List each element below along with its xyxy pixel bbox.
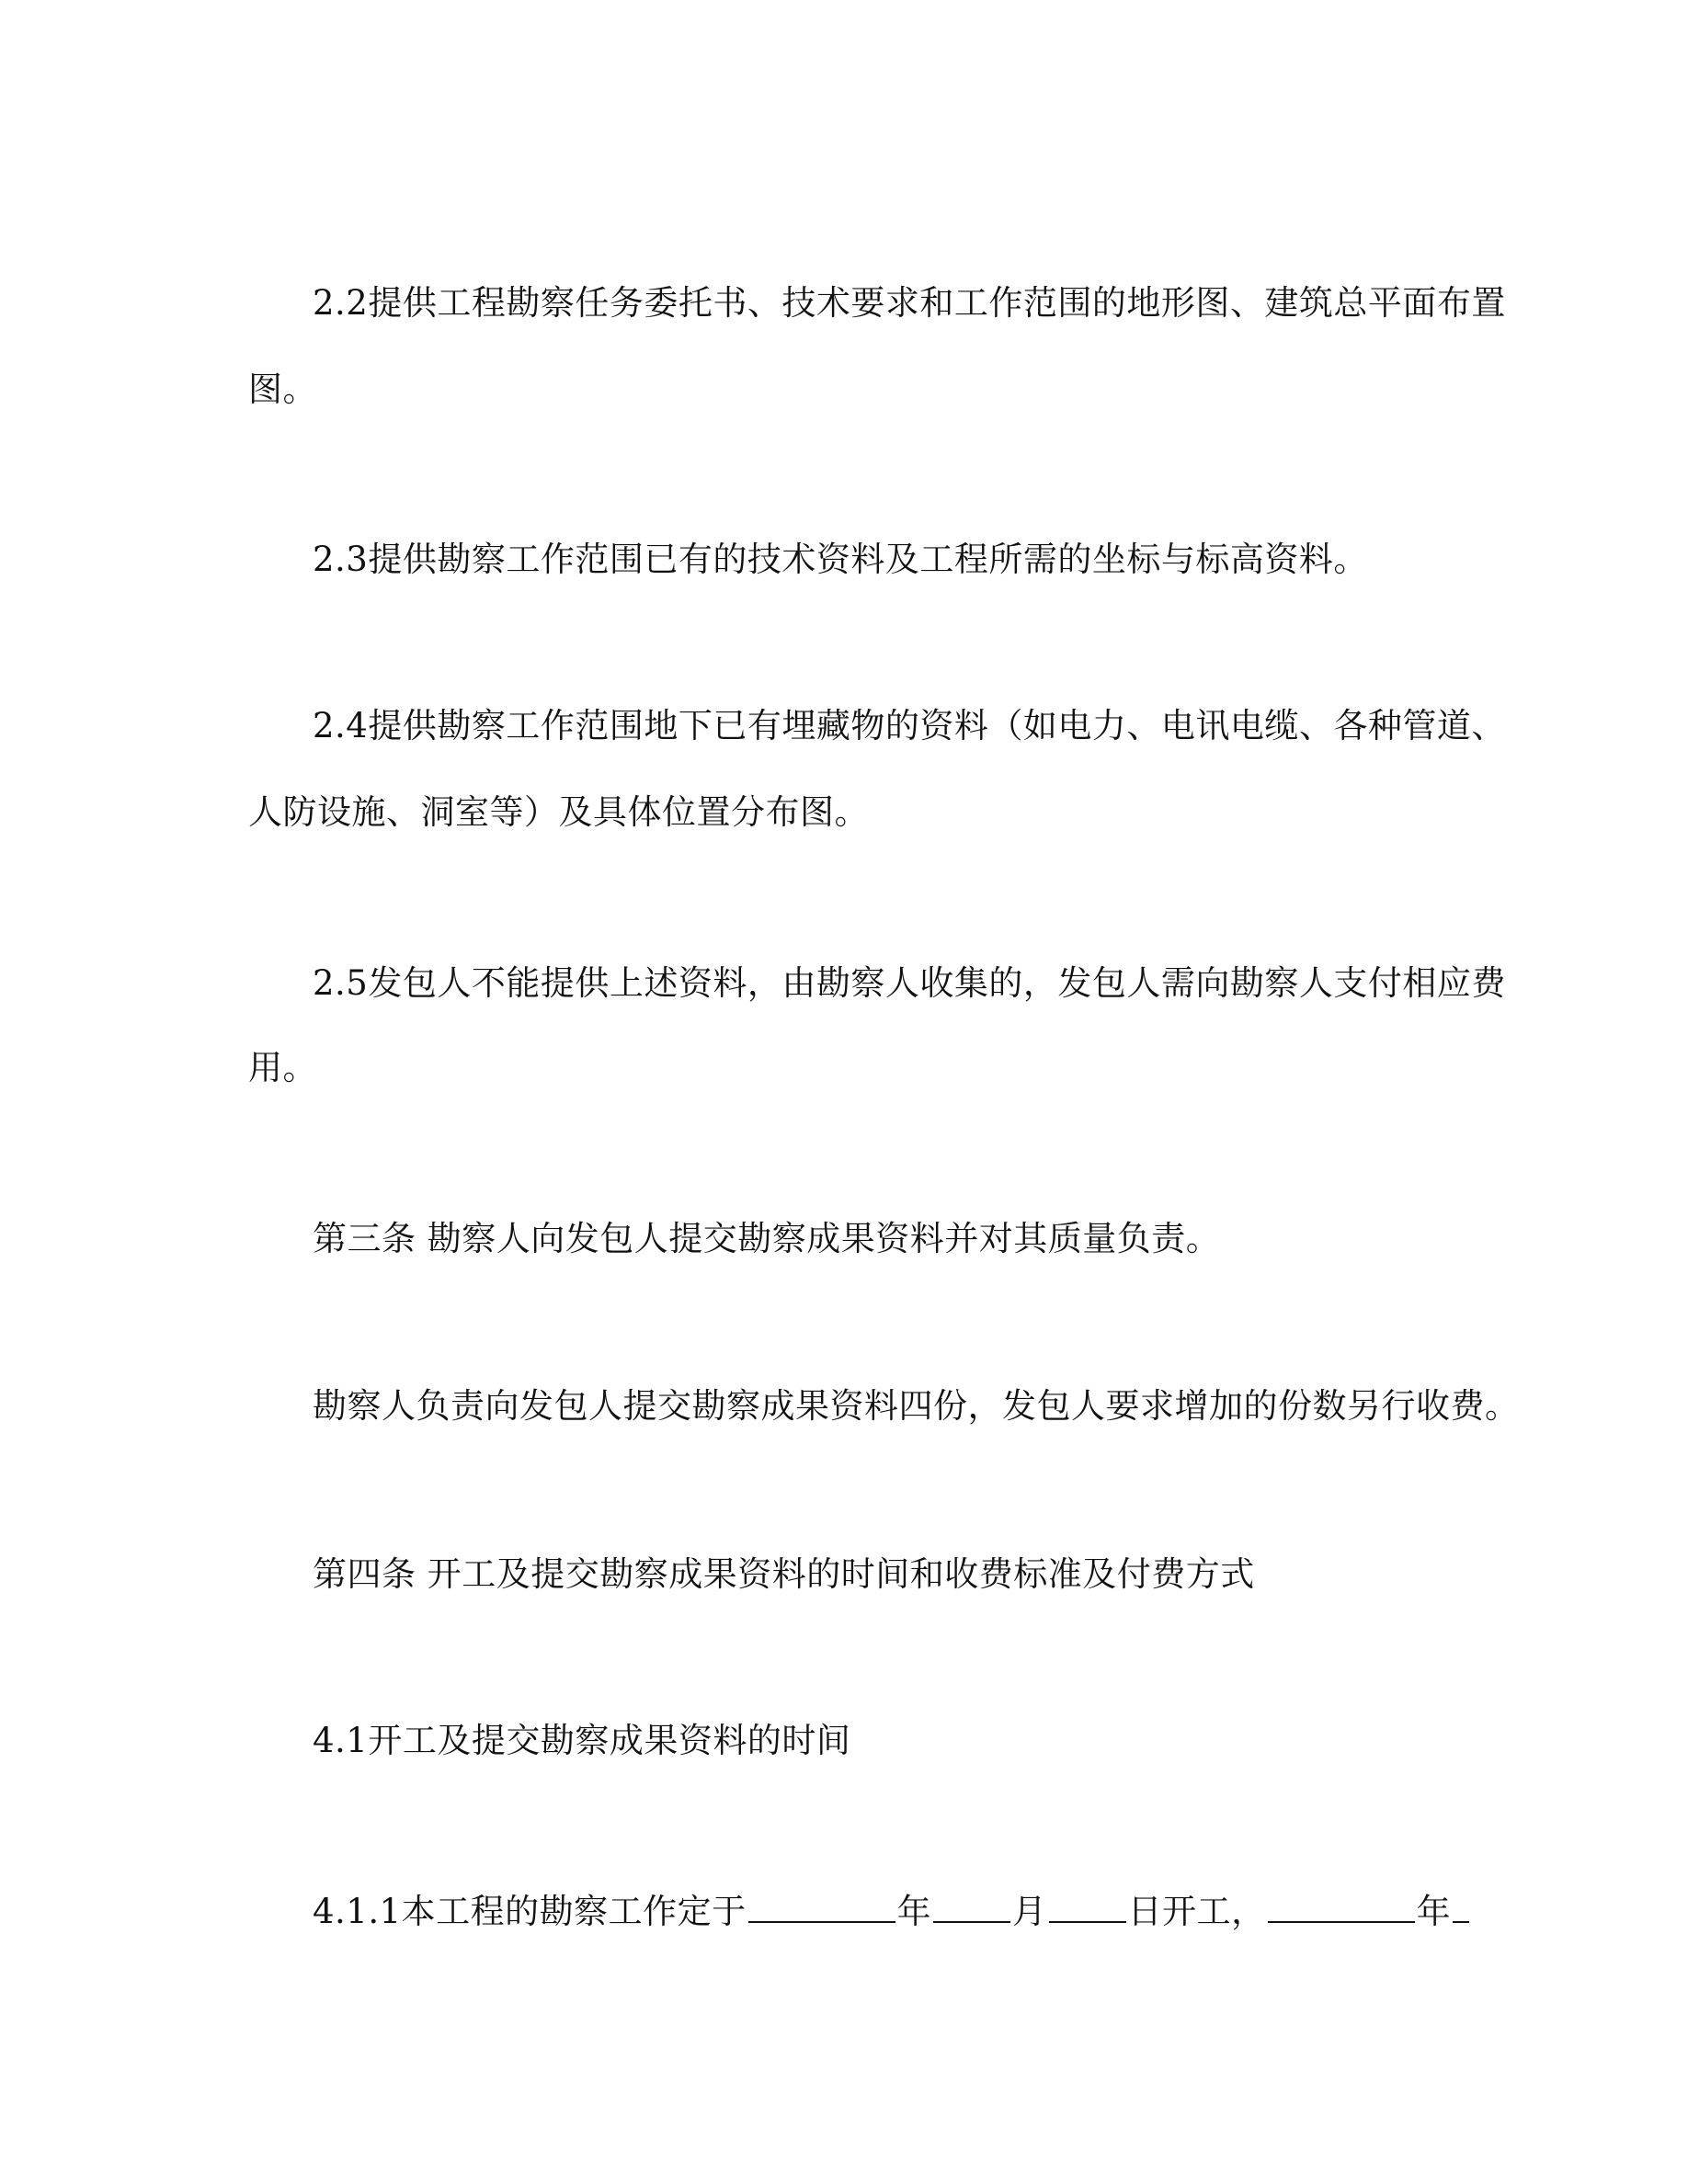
section-4-1-heading: 4.1开工及提交勘察成果资料的时间 — [313, 1721, 851, 1760]
article-3-body: 勘察人负责向发包人提交勘察成果资料四份，发包人要求增加的份数另行收费。 — [313, 1386, 1520, 1426]
paragraph-2-3: 2.3提供勘察工作范围已有的技术资料及工程所需的坐标与标高资料。 — [313, 540, 1368, 579]
paragraph-2-5-line-2: 用。 — [248, 1048, 317, 1087]
end-year-blank[interactable] — [1268, 1890, 1415, 1923]
section-4-1-1 — [313, 1890, 1471, 1932]
paragraph-2-5-line-1: 2.5发包人不能提供上述资料，由勘察人收集的，发包人需向勘察人支付相应费 — [313, 963, 1506, 1003]
paragraph-2-2-line-1: 2.2提供工程勘察任务委托书、技术要求和工作范围的地形图、建筑总平面布置 — [313, 283, 1506, 323]
month-blank[interactable] — [933, 1890, 1010, 1923]
section-4-1-1-prefix: 4.1.1本工程的勘察工作定于 — [313, 1892, 747, 1931]
paragraph-2-4-line-2: 人防设施、洞室等）及具体位置分布图。 — [248, 792, 869, 832]
day-blank[interactable] — [1049, 1890, 1126, 1923]
article-4-heading: 第四条 开工及提交勘察成果资料的时间和收费标准及付费方式 — [313, 1554, 1255, 1594]
year-blank[interactable] — [748, 1890, 895, 1923]
day-start-label: 日开工， — [1127, 1892, 1266, 1931]
year-label: 年 — [896, 1892, 932, 1931]
paragraph-2-4-line-1: 2.4提供勘察工作范围地下已有埋藏物的资料（如电力、电讯电缆、各种管道、 — [313, 706, 1506, 745]
trailing-blank[interactable] — [1453, 1890, 1469, 1923]
end-year-label: 年 — [1416, 1892, 1452, 1931]
month-label: 月 — [1012, 1892, 1047, 1931]
paragraph-2-2-line-2: 图。 — [248, 370, 317, 409]
article-3-heading: 第三条 勘察人向发包人提交勘察成果资料并对其质量负责。 — [313, 1219, 1221, 1258]
